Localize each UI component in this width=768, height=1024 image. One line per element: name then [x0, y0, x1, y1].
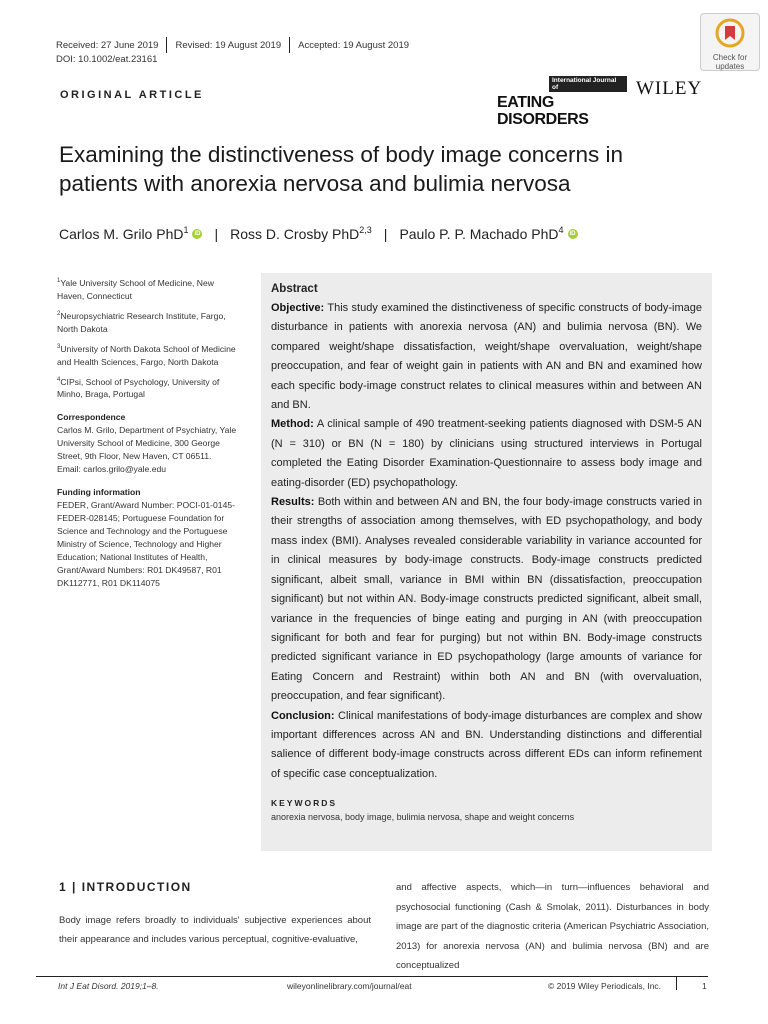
- abstract-objective: Objective: This study examined the distinctiveness of specific constructs of body-image disturbance in patients with anorexia nervosa (AN) and bulimia nervosa (BN). We compared weight/shape dissatisfaction, weight/shape overvaluation, weight/shape preoccupation, and fear of weight gain in patients with AN and BN and examined how each specific body-image construct relates to clinical measures within and between AN and BN.: [271, 302, 702, 412]
- revised-date: Revised: 19 August 2019: [175, 39, 282, 51]
- footer-rule: [36, 976, 708, 977]
- orcid-icon[interactable]: iD: [194, 230, 201, 237]
- footer-citation: Int J Eat Disord. 2019;1–8.: [58, 981, 159, 991]
- footer-url[interactable]: wileyonlinelibrary.com/journal/eat: [287, 981, 412, 991]
- author-separator: |: [214, 225, 219, 242]
- journal-small-label: International Journal of: [549, 76, 627, 92]
- affiliation-2: $^2$Neuropsychiatric Research Institute, Fargo, North Dakota: [57, 310, 226, 334]
- funding-text: FEDER, Grant/Award Number: POCI-01-0145-FEDER-028145; Portuguese Foundation for Science and Technology and the Portuguese Ministry of Science, Technology and Higher Education; National Institutes of Health, Grant/Award Numbers: R01 DK49587, R01 DK112771, R01 DK114075: [57, 500, 235, 589]
- author-2[interactable]: Ross D. Crosby PhD$^{2,3}$: [230, 225, 372, 242]
- keywords-heading: KEYWORDS: [271, 798, 338, 809]
- correspondence-heading: Correspondence: [57, 412, 126, 423]
- correspondence-address: Carlos M. Grilo, Department of Psychiatry, Yale University School of Medicine, 300 George Street, 9th Floor, New Haven, CT 06511.: [57, 425, 237, 462]
- footer-divider: [676, 976, 677, 990]
- affiliation-4: $^4$CIPsi, School of Psychology, University of Minho, Braga, Portugal: [57, 376, 220, 400]
- bookmark-icon: [715, 18, 745, 48]
- check-updates-line1: Check for: [712, 53, 748, 62]
- correspondence-email[interactable]: Email: carlos.grilo@yale.edu: [57, 464, 167, 475]
- check-for-updates-button[interactable]: [700, 13, 760, 71]
- abstract-method: Method: A clinical sample of 490 treatment-seeking patients diagnosed with DSM-5 AN (N = 310) or BN (N = 180) by clinicians using structured interviews in Portugal completed the Eating Disorder Examination-Questionnaire to assess body image and eating-disorder (ED) psychopathology.: [271, 418, 702, 489]
- intro-column-2: and affective aspects, which—in turn—influences behavioral and psychosocial functioning (Cash & Smolak, 2011). Disturbances in body image are part of the diagnostic criteria (American Psychiatric Association, 2013) for anorexia nervosa (AN) and bulimia nervosa (BN) and are conceptualized: [396, 882, 709, 971]
- author-separator: |: [383, 225, 388, 242]
- abstract-results: Results: Both within and between AN and BN, the four body-image constructs varied in their strengths of association among themselves, with ED psychopathology, and body mass index (BMI). Analyses revealed considerable variability in variance accounted for in clinical measures by body-image constructs. Body-image constructs predicted significant, albeit small, variance in BMI within BN (dissatisfaction, preoccupation significant) but not within AN. Body-image constructs predicted significant, albeit small, variance in the frequencies of binge eating and purging in AN (with preoccupation significant for both and fear for purging) but not within BN. Body-image constructs predicted significant variance in ED psychopathology (large amounts of variance for Eating Concern and Restraint) within both AN and BN (with overvaluation, preoccupation, and fear significant).: [271, 496, 702, 703]
- author-3[interactable]: Paulo P. P. Machado PhD$^4$: [399, 225, 564, 242]
- footer-copyright: © 2019 Wiley Periodicals, Inc.: [548, 981, 662, 991]
- article-type: ORIGINAL ARTICLE: [60, 89, 204, 101]
- abstract-heading: Abstract: [271, 283, 318, 295]
- section-heading-introduction: 1 | INTRODUCTION: [59, 880, 192, 894]
- article-title: Examining the distinctiveness of body image concerns in patients with anorexia nervosa and bulimia nervosa: [59, 142, 624, 196]
- received-date: Received: 27 June 2019: [56, 39, 159, 51]
- abstract-conclusion: Conclusion: Clinical manifestations of body-image disturbances are complex and show important differences across AN and BN. Understanding distinctions and differential salience of different body-image constructs across different EDs can inform refinement of specific case conceptualization.: [271, 709, 702, 780]
- keywords-list: anorexia nervosa, body image, bulimia nervosa, shape and weight concerns: [271, 812, 575, 823]
- divider: [166, 37, 167, 53]
- page-number: 1: [702, 981, 707, 991]
- abstract-box: [261, 273, 712, 851]
- orcid-icon[interactable]: iD: [569, 230, 576, 237]
- funding-heading: Funding information: [57, 487, 141, 498]
- author-list: [59, 225, 578, 242]
- affiliation-3: $^3$University of North Dakota School of Medicine and Health Sciences, Fargo, North Dakota: [57, 343, 236, 367]
- check-updates-line2: updates: [715, 62, 745, 71]
- accepted-date: Accepted: 19 August 2019: [298, 39, 410, 51]
- journal-logo: [497, 76, 627, 128]
- publisher-logo: WILEY: [636, 78, 703, 99]
- sidebar-info: [57, 275, 243, 590]
- affiliation-1: $^1$Yale University School of Medicine, New Haven, Connecticut: [57, 277, 214, 301]
- intro-column-1: Body image refers broadly to individuals' subjective experiences about their appearance and includes various perceptual, cognitive-evaluative,: [59, 915, 371, 945]
- article-dates: [56, 37, 409, 53]
- divider: [289, 37, 290, 53]
- doi-link[interactable]: DOI: 10.1002/eat.23161: [56, 54, 158, 65]
- author-1[interactable]: Carlos M. Grilo PhD$^1$: [59, 225, 189, 242]
- journal-name: EATING DISORDERS: [497, 94, 589, 128]
